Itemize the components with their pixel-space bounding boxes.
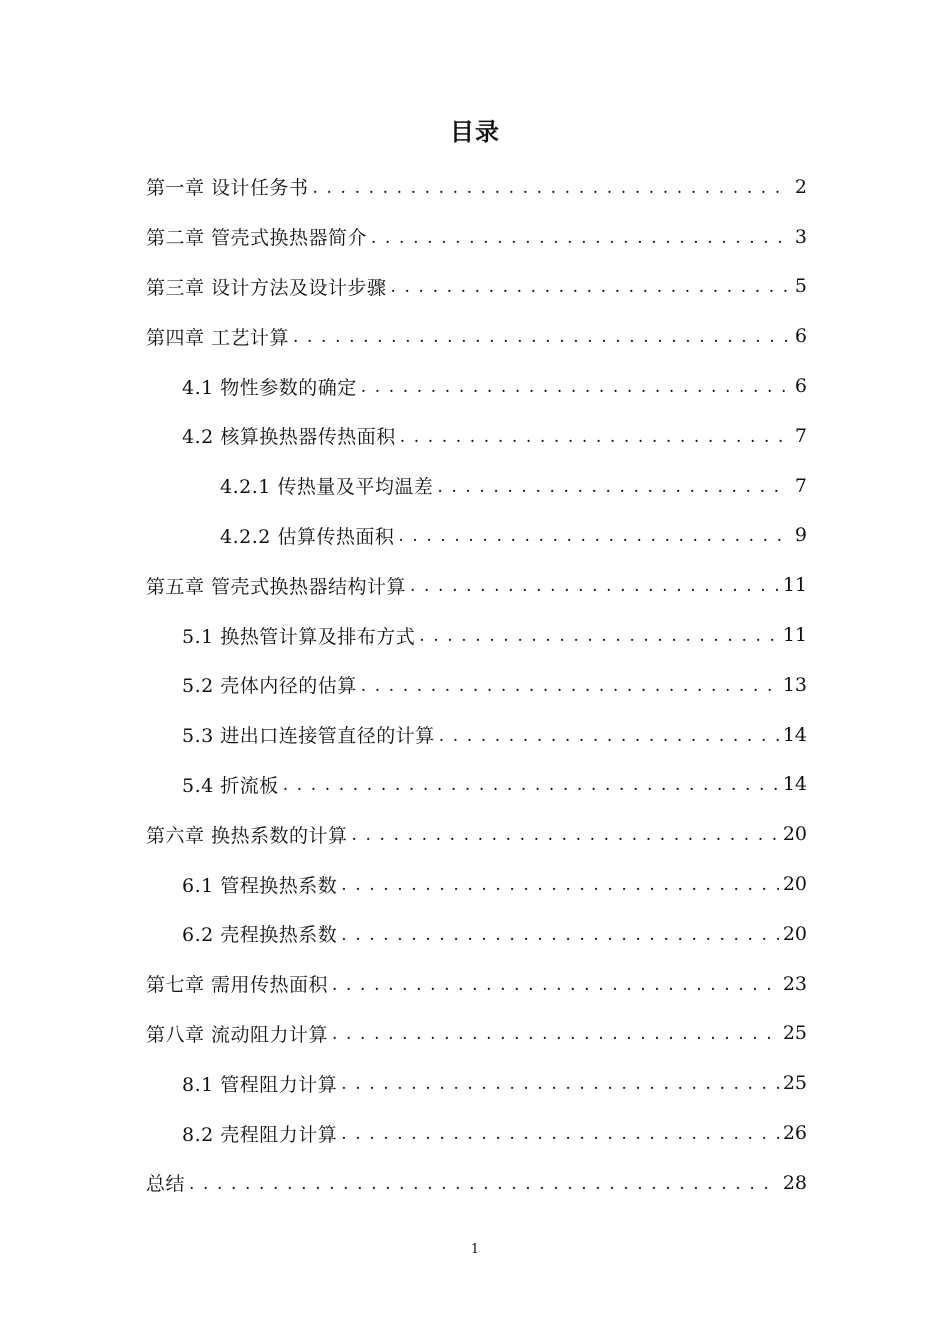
toc-entry-page-number: 9 <box>794 524 807 547</box>
toc-entry[interactable] <box>0 361 950 411</box>
dot-leader <box>352 821 779 847</box>
dot-leader <box>400 423 789 449</box>
toc-entry-page-number: 14 <box>782 773 807 796</box>
toc-entry-page-number: 20 <box>782 922 807 945</box>
toc-entry-page-number: 26 <box>782 1122 807 1145</box>
toc-entry-page-number: 25 <box>782 1022 807 1045</box>
dot-leader <box>313 174 789 200</box>
toc-entry-label: 5.2 壳体内径的估算 <box>182 675 357 698</box>
toc-entry-label: 4.2.2 估算传热面积 <box>220 525 395 548</box>
dot-leader <box>293 323 789 349</box>
toc-entry-page-number: 2 <box>794 175 807 198</box>
toc-entry-page-number: 6 <box>794 375 807 398</box>
dot-leader <box>419 622 779 648</box>
dot-leader <box>283 771 779 797</box>
toc-entry-page-number: 3 <box>794 225 807 248</box>
toc-entry[interactable] <box>0 1158 950 1208</box>
toc-entry[interactable] <box>0 809 950 859</box>
dot-leader <box>341 871 779 897</box>
dot-leader <box>437 473 789 499</box>
toc-entry[interactable] <box>0 859 950 909</box>
toc-entry-label: 6.2 壳程换热系数 <box>182 924 338 947</box>
toc-entry[interactable] <box>0 710 950 760</box>
toc-entry[interactable] <box>0 411 950 461</box>
dot-leader <box>361 672 779 698</box>
toc-entry-label: 4.1 物性参数的确定 <box>182 376 357 399</box>
toc-entry-label: 第六章 换热系数的计算 <box>146 824 348 847</box>
toc-entry[interactable] <box>0 461 950 511</box>
toc-entry-label: 5.1 换热管计算及排布方式 <box>182 625 416 648</box>
toc-entry-label: 4.2 核算换热器传热面积 <box>182 426 396 449</box>
toc-entry-label: 第五章 管壳式换热器结构计算 <box>146 575 407 598</box>
dot-leader <box>341 921 779 947</box>
dot-leader <box>341 1120 779 1146</box>
dot-leader <box>189 1170 779 1196</box>
dot-leader <box>361 373 789 399</box>
table-of-contents <box>0 162 950 1208</box>
toc-entry[interactable] <box>0 610 950 660</box>
dot-leader <box>391 273 789 299</box>
dot-leader <box>371 224 789 250</box>
toc-entry-label: 6.1 管程换热系数 <box>182 874 338 897</box>
toc-entry-page-number: 7 <box>794 474 807 497</box>
toc-entry[interactable] <box>0 660 950 710</box>
toc-entry-label: 第三章 设计方法及设计步骤 <box>146 276 387 299</box>
toc-entry[interactable] <box>0 1058 950 1108</box>
toc-entry-label: 第四章 工艺计算 <box>146 326 290 349</box>
toc-entry-page-number: 14 <box>782 723 807 746</box>
toc-entry-page-number: 11 <box>782 574 807 597</box>
toc-entry-label: 第七章 需用传热面积 <box>146 974 329 997</box>
toc-entry-page-number: 23 <box>782 972 807 995</box>
toc-entry-label: 第二章 管壳式换热器简介 <box>146 227 368 250</box>
toc-title: 目录 <box>450 118 500 146</box>
toc-entry[interactable] <box>0 959 950 1009</box>
toc-entry-label: 总结 <box>146 1173 186 1196</box>
dot-leader <box>439 722 779 748</box>
page-number: 1 <box>470 1242 480 1257</box>
toc-entry-page-number: 20 <box>782 873 807 896</box>
toc-entry[interactable] <box>0 560 950 610</box>
toc-entry-page-number: 5 <box>794 275 807 298</box>
toc-entry-page-number: 7 <box>794 424 807 447</box>
toc-entry-label: 8.1 管程阻力计算 <box>182 1073 338 1096</box>
toc-entry[interactable] <box>0 212 950 262</box>
toc-entry[interactable] <box>0 760 950 810</box>
toc-entry-page-number: 28 <box>782 1171 807 1194</box>
toc-entry[interactable] <box>0 1009 950 1059</box>
toc-entry-page-number: 13 <box>782 673 807 696</box>
toc-entry[interactable] <box>0 162 950 212</box>
toc-entry-label: 4.2.1 传热量及平均温差 <box>220 476 434 499</box>
dot-leader <box>332 971 779 997</box>
dot-leader <box>410 572 779 598</box>
toc-entry-label: 第一章 设计任务书 <box>146 177 309 200</box>
toc-entry[interactable] <box>0 262 950 312</box>
dot-leader <box>332 1020 779 1046</box>
toc-entry-label: 5.4 折流板 <box>182 774 279 797</box>
toc-entry-label: 8.2 壳程阻力计算 <box>182 1123 338 1146</box>
dot-leader <box>398 522 789 548</box>
toc-entry-page-number: 6 <box>794 325 807 348</box>
toc-entry[interactable] <box>0 1108 950 1158</box>
toc-entry[interactable] <box>0 909 950 959</box>
toc-entry-page-number: 25 <box>782 1072 807 1095</box>
toc-entry-page-number: 20 <box>782 823 807 846</box>
toc-entry-label: 第八章 流动阻力计算 <box>146 1023 329 1046</box>
toc-entry-page-number: 11 <box>782 624 807 647</box>
toc-entry[interactable] <box>0 311 950 361</box>
toc-entry-label: 5.3 进出口连接管直径的计算 <box>182 725 435 748</box>
toc-entry[interactable] <box>0 511 950 561</box>
dot-leader <box>341 1070 779 1096</box>
